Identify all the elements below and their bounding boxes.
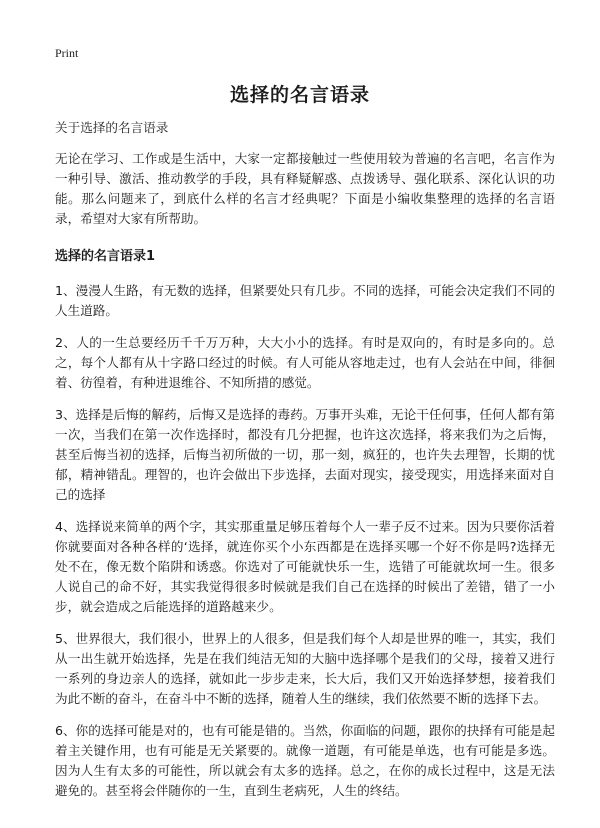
print-link[interactable]: Print — [55, 46, 79, 60]
article-subtitle: 关于选择的名言语录 — [55, 120, 169, 135]
quote-paragraph: 4、选择说来简单的两个字，其实那重量足够压着每个人一辈子反不过来。因为只要你活着你就要面对各种各样的‘选择，就连你买个小东西都是在选择买哪一个好不你是吗?选择无处不在，像无数个陷阱和诱惑。你选对了可能就快乐一生，选错了可能就坎坷一生。很多人说自己的命不好，其实我觉得很多时候就是我们自己在选择的时候出了差错，错了一小步，就会造成之后能选择的道路越来少。 — [55, 519, 555, 614]
quote-paragraph: 6、你的选择可能是对的，也有可能是错的。当然，你面临的问题，跟你的抉择有可能是起着主关键作用，也有可能是无关紧要的。就像一道题，有可能是单选，也有可能是多选。因为人生有太多的可能性，所以就会有太多的选择。总之，在你的成长过程中，这是无法避免的。甚至将会伴随你的一生，直到生老病死，人生的终结。 — [55, 723, 555, 798]
intro-paragraph: 无论在学习、工作或是生活中，大家一定都接触过一些使用较为普遍的名言吧，名言作为一种引导、激活、推动教学的手段，具有释疑解惑、点拨诱导、强化联系、深化认识的功能。那么问题来了，到底什么样的名言才经典呢？下面是小编收集整理的选择的名言语录，希望对大家有所帮助。 — [55, 151, 555, 226]
quote-paragraph: 3、选择是后悔的解药，后悔又是选择的毒药。万事开头难，无论干任何事，任何人都有第一次，当我们在第一次作选择时，都没有几分把握，也许这次选择，将来我们为之后悔，甚至后悔当初的选择，后悔当初所做的一切，那一刻，疯狂的，也许失去理智，长期的忧郁，精神错乱。理智的，也许会做出下步选择，去面对现实，接受现实，用选择来面对自己的选择 — [55, 407, 555, 502]
article-body — [55, 118, 555, 813]
section-heading: 选择的名言语录1 — [55, 249, 156, 264]
quote-paragraph: 5、世界很大，我们很小，世界上的人很多，但是我们每个人却是世界的唯一，其实，我们从一出生就开始选择，先是在我们纯洁无知的大脑中选择哪个是我们的父母，接着又进行一系列的身边亲人的选择，就如此一步步走来，长大后，我们又开始选择梦想，接着我们为此不断的奋斗，在奋斗中不断的选择，随着人生的继续，我们依然要不断的选择下去。 — [55, 631, 555, 706]
quote-paragraph: 1、漫漫人生路，有无数的选择，但紧要处只有几步。不同的选择，可能会决定我们不同的人生道路。 — [55, 283, 555, 318]
quote-paragraph: 2、人的一生总要经历千千万万种，大大小小的选择。有时是双向的，有时是多向的。总之，每个人都有从十字路口经过的时候。有人可能从容地走过，也有人会站在中间，徘徊着、彷徨着，有种进退维谷、不知所措的感觉。 — [55, 335, 555, 390]
page-title: 选择的名言语录 — [229, 84, 370, 106]
